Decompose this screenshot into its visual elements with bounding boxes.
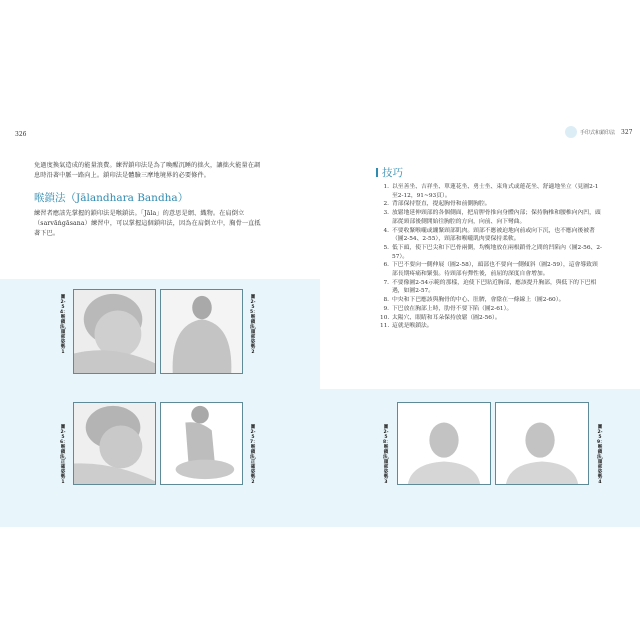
back-view-icon: [161, 290, 242, 373]
step-item: 6. 下巴不要向一側伸展（圖2-58），頭部也不要向一側傾斜（圖2-59），這會導致頸部長期疼痛和緊張。待頸部有彈性後，前屈的深度自會增加。: [383, 262, 598, 278]
running-header: [565, 126, 632, 138]
figure-2-57-photo: [160, 402, 243, 485]
heading-bar-icon: [376, 168, 378, 177]
step-item: 4. 不要收緊喉嚨或繃緊頸部肌肉。頸部不應被迫地向前或向下沉，也不應向後被著（圖2-54、2-55），頸部和喉嚨肌肉要保持柔軟。: [383, 227, 595, 243]
head-front-tilt-icon: [496, 403, 588, 484]
step-item: 2. 背部保持豎直，提起胸骨和前側胸腔。: [383, 201, 491, 208]
figure-2-56-photo: [73, 402, 156, 485]
figure-caption: 圖2-55：喉鎖法，頭部姿勢2: [250, 295, 259, 355]
running-header-text: 手印式和鎖印法: [580, 129, 616, 136]
technique-steps: [380, 183, 602, 331]
head-profile-icon: [74, 290, 155, 373]
step-item: 7. 不要像圖2-54示範的那樣，迫使下巴貼近胸部，應該提升胸部，與低下的下巴相遇，如圖2-57。: [383, 279, 597, 295]
figure-caption: 圖2-58：喉鎖法，頭部姿勢3: [383, 425, 392, 485]
section-title-technique: [376, 165, 403, 180]
page-number-left: 326: [15, 131, 27, 138]
step-item: 11. 這就是喉鎖法。: [380, 323, 433, 330]
step-item: 3. 放鬆地延伸頸部的各個側面，把肩胛骨推向身體內部；保持胸椎和腰椎向內凹，頭部從頸部後側開始往胸腔的方向，向前、向下彎曲。: [383, 210, 601, 225]
section-title-text: 技巧: [382, 167, 403, 179]
figure-2-55-photo: [160, 289, 243, 374]
body-paragraph: 練習者應該先掌握的鎖印法是喉鎖法。「Jāla」的意思是網、織物。在肩倒立（sarvāṅgāsana）練習中，可以掌握這個鎖印法，因為在肩倒立中，胸骨一直抵著下巴。: [34, 210, 261, 237]
figure-2-58-photo: [397, 402, 491, 485]
figure-2-59-photo: [495, 402, 589, 485]
seated-lotus-icon: [161, 403, 242, 484]
figure-caption: 圖2-54：喉鎖法，頭部姿勢1: [60, 295, 69, 355]
head-front-icon: [398, 403, 490, 484]
step-item: 8. 中央和下巴應該與胸骨的中心、肚臍，會陰在一條線上（圖2-60）。: [383, 297, 565, 304]
header-circle-icon: [565, 126, 577, 138]
figure-caption: 圖2-56：喉鎖法，正確姿勢1: [60, 425, 69, 485]
step-item: 5. 低下頭，使下巴尖和下巴骨兩側，均衡地放在兩根鎖骨之間的凹陷內（圖2-56、2-57）。: [383, 244, 602, 260]
page-number-right: 327: [621, 128, 633, 136]
figure-caption: 圖2-59：喉鎖法，頭部姿勢4: [597, 425, 606, 485]
step-item: 1. 以至善坐、吉祥坐、單蓮花坐、勇士坐、束角式或蓮花坐、舒適地坐立（見圖2-1至2-12，91~93頁）。: [383, 184, 599, 199]
step-item: 10. 太陽穴、眼睛和耳朵保持放鬆（圖2-56）。: [380, 314, 501, 321]
head-profile-down-icon: [74, 403, 155, 484]
figure-caption: 圖2-57：喉鎖法，正確姿勢2: [250, 425, 259, 485]
figure-2-54-photo: [73, 289, 156, 374]
intro-paragraph: 免過度換氣造成的能量浪費。練習鎖印法是為了喚醒沉睡的拙火，讓拙火能量在調息時沿著中脈一路向上。鎖印法是體驗三摩地境界的必要條件。: [34, 162, 261, 179]
step-item: 9. 下巴放在胸部上時，肋骨不要下陷（圖2-61）。: [383, 305, 513, 312]
section-title-jalandhara: 喉鎖法（Jālandhara Bandha）: [34, 192, 189, 204]
